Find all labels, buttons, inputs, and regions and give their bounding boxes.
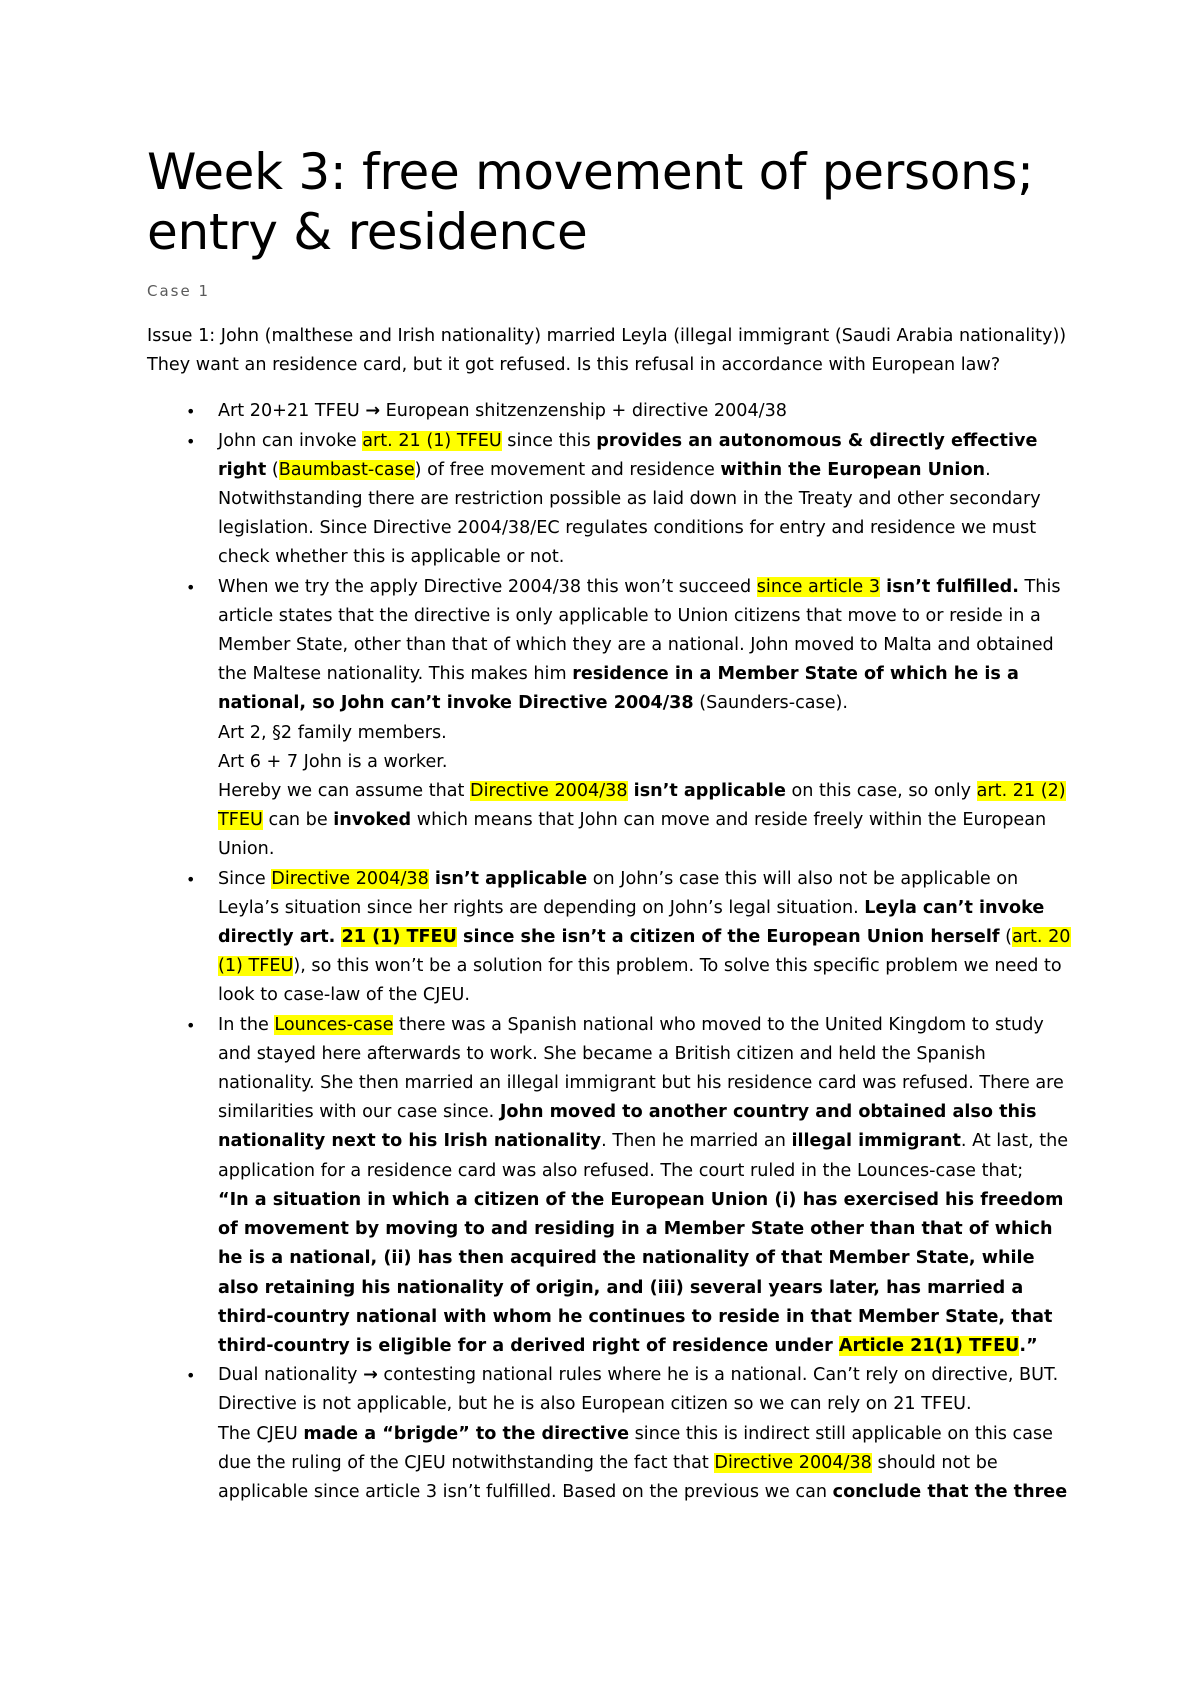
bold-run: .”: [1019, 1335, 1038, 1356]
bullet-icon: •: [186, 869, 196, 889]
document-body: [147, 322, 1072, 1507]
text-run: (Saunders-case).: [693, 693, 848, 714]
text-run: which means that John can move and reside freely within the European Union.: [218, 810, 1047, 860]
highlight: Directive 2004/38: [714, 1452, 872, 1473]
list-item: [147, 865, 1072, 1011]
bold-run: John moved to another country and obtained also this nationality next to his Irish nationality: [218, 1102, 1037, 1152]
bullet-icon: •: [186, 402, 196, 422]
arrow-right-icon: →: [365, 401, 381, 422]
text-run: there was a Spanish national who moved to the United Kingdom to study and stayed here afterwards to work. She became a British citizen and held the Spanish nationality. She then married an illegal immigrant but his residence card was refused. There are similarities with our case since.: [218, 1014, 1064, 1123]
text-run: since this is indirect still applicable on this case due the ruling of the CJEU notwithstanding the fact that: [218, 1423, 1053, 1473]
bold-run: isn’t applicable: [428, 868, 588, 889]
text-run: Art 20+21 TFEU: [218, 401, 366, 422]
text-run: In the: [218, 1014, 275, 1035]
highlight: 21 (1) TFEU: [341, 927, 457, 948]
highlight: Directive 2004/38: [271, 868, 429, 889]
bold-run: isn’t fulfilled.: [880, 576, 1019, 597]
bullet-icon: •: [186, 577, 196, 597]
text-run: ) of free movement and residence: [414, 459, 721, 480]
list-item: [147, 1011, 1072, 1361]
text-run: This article states that the directive is only applicable to Union citizens that move to or reside in a Member State, other than that of which they are a national. John moved to Malta and obtained the Maltese nationality. This makes him: [218, 576, 1061, 685]
bold-run: illegal immigrant: [791, 1131, 961, 1152]
bold-run: provides an autonomous & directly effective right: [218, 430, 1038, 480]
text-run: on this case, so only: [785, 781, 977, 802]
list-item: [147, 427, 1072, 573]
text-run: Dual nationality: [218, 1365, 364, 1386]
text-run: ), so this won’t be a solution for this problem. To solve this specific problem we need to look to case-law of the CJEU.: [218, 956, 1062, 1006]
highlight: art. 20 (1) TFEU: [218, 927, 1071, 977]
text-run: John can invoke: [218, 430, 363, 451]
highlight: Directive 2004/38: [470, 781, 628, 802]
list-item: [147, 397, 1072, 426]
page-title: Week 3: free movement of persons; entry & residence: [147, 143, 1034, 261]
text-run: When we try the apply Directive 2004/38 this won’t succeed: [218, 576, 757, 597]
highlight: Article 21(1) TFEU: [838, 1335, 1020, 1356]
text-run: European shitzenzenship + directive 2004/38: [380, 401, 787, 422]
text-run: Hereby we can assume that: [218, 781, 471, 802]
text-run: The CJEU: [218, 1423, 304, 1444]
bold-run: Leyla can’t invoke directly art.: [218, 897, 1045, 948]
text-run: (: [999, 927, 1013, 948]
list-item: [147, 1361, 1072, 1507]
bold-run: since she isn’t a citizen of the European Union herself: [456, 927, 1000, 948]
bullet-list: [147, 397, 1072, 1507]
bold-quote: “In a situation in which a citizen of the European Union (i) has exercised his freedom of movement by moving to and residing in a Member State other than that of which he is a national, (ii) has then acquired the nationality of that Member State, while also retaining his nationality of origin, and (iii) several years later, has married a third-country national with whom he continues to reside in that Member State, that third-country is eligible for a derived right of residence under: [218, 1189, 1064, 1356]
bullet-icon: •: [186, 1015, 196, 1035]
highlight: Baumbast-case: [278, 459, 415, 480]
text-run: can be: [262, 810, 334, 831]
text-run: Since: [218, 868, 272, 889]
list-item: [147, 573, 1072, 865]
text-run: . Notwithstanding there are restriction possible as laid down in the Treaty and other secondary legislation. Since Directive 2004/38/EC regulates conditions for entry and residence we must check whether this is applicable or not.: [218, 459, 1041, 568]
arrow-right-icon: →: [363, 1365, 378, 1386]
highlight: art. 21 (1) TFEU: [362, 430, 502, 451]
case-subtitle: Case 1: [147, 282, 211, 300]
bold-run: made a “brigde” to the directive: [303, 1423, 630, 1444]
bullet-icon: •: [186, 1366, 196, 1386]
bold-run: within the European Union: [720, 459, 986, 480]
text-run: should not be applicable since article 3 isn’t fulfilled. Based on the previous we can: [218, 1452, 998, 1502]
text-run: since this: [501, 430, 597, 451]
text-run: Art 2, §2 family members.: [218, 722, 447, 743]
text-run: Art 6 + 7 John is a worker.: [218, 751, 448, 772]
highlight: Lounces-case: [274, 1014, 394, 1035]
bold-run: isn’t applicable: [627, 781, 786, 802]
bold-run: conclude that the three: [832, 1481, 1068, 1502]
text-run: . At last, the application for a residence card was also refused. The court ruled in the Lounces-case that;: [218, 1131, 1069, 1181]
bold-run: invoked: [333, 810, 412, 831]
text-run: on John’s case this will also not be applicable on Leyla’s situation since her rights are depending on John’s legal situation.: [218, 868, 1019, 918]
bold-run: residence in a Member State of which he is a national, so John can’t invoke Directive 2004/38: [218, 664, 1019, 714]
issue-paragraph: Issue 1: John (malthese and Irish nationality) married Leyla (illegal immigrant (Saudi Arabia nationality)) They want an residence card, but it got refused. Is this refusal in accordance with European law?: [147, 326, 1067, 376]
text-run: . Then he married an: [601, 1131, 792, 1152]
highlight: art. 21 (2) TFEU: [218, 781, 1066, 831]
text-run: contesting national rules where he is a national. Can’t rely on directive, BUT. Directive is not applicable, but he is also European citizen so we can rely on 21 TFEU.: [218, 1365, 1059, 1415]
highlight: since article 3: [756, 576, 881, 597]
bullet-icon: •: [186, 431, 196, 451]
text-run: (: [266, 459, 279, 480]
